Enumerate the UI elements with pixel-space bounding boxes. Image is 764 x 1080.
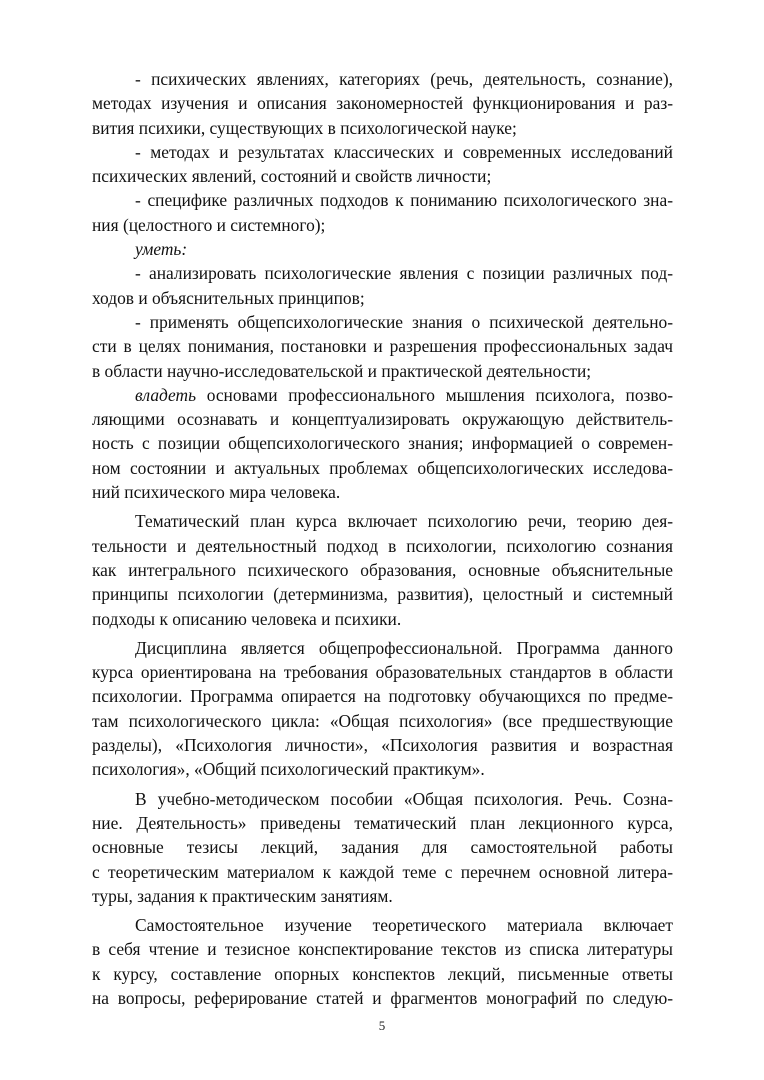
text-line: в себя чтение и тезисное конспектирование текстов из списка литературы (92, 939, 673, 960)
text-line: сти в целях понимания, постановки и разрешения профессиональных задач (92, 336, 673, 357)
text-line: ность с позиции общепсихологического знания; информацией о современ- (92, 433, 673, 454)
text-line: как интегрального психического образования, основные объяснительные (92, 559, 673, 580)
text-line: ляющими осознавать и концептуализировать окружающую действитель- (92, 409, 673, 430)
text-line: - применять общепсихологические знания о психической деятельно- (135, 311, 673, 332)
text-line: курса ориентирована на требования образовательных стандартов в области (92, 662, 673, 683)
text-line: - анализировать психологические явления с позиции различных под- (135, 263, 673, 284)
text-line: ходов и объяснительных принципов; (92, 287, 365, 308)
text-line: ние. Деятельность» приведены тематический план лекционного курса, (92, 812, 673, 833)
vladet-line (92, 383, 673, 407)
text-line: Дисциплина является общепрофессиональной. Программа данного (135, 637, 673, 658)
text-line: разделы), «Психология личности», «Психология развития и возрастная (92, 735, 673, 756)
umet-heading: уметь: (135, 239, 188, 260)
vladet-word: владеть (135, 384, 197, 405)
text-line: - психических явлениях, категориях (речь, деятельность, сознание), (135, 69, 673, 89)
text-line: психологии. Программа опирается на подготовку обучающихся по предме- (92, 686, 673, 707)
text-line: там психологического цикла: «Общая психология» (все предшествующие (92, 710, 673, 731)
text-line: с теоретическим материалом к каждой теме с перечнем основной литера- (92, 861, 673, 882)
text-line: методах изучения и описания закономерностей функционирования и раз- (92, 93, 673, 114)
text-line: Самостоятельное изучение теоретического материала включает (135, 915, 673, 936)
text-line: В учебно-методическом пособии «Общая психология. Речь. Созна- (135, 788, 673, 809)
text-line: ний психического мира человека. (92, 482, 341, 503)
text-line: на вопросы, реферирование статей и фрагментов монографий по следую- (92, 987, 673, 1008)
text-line: ния (целостного и системного); (92, 214, 326, 235)
text-line: - методах и результатах классических и современных исследований (135, 141, 673, 162)
page-body-text (92, 67, 673, 1010)
text-line: к курсу, составление опорных конспектов лекций, письменные ответы (92, 963, 673, 984)
text-line: психических явлений, состояний и свойств личности; (92, 166, 492, 187)
text-line: психология», «Общий психологический практикум». (92, 759, 485, 780)
text-line: в области научно-исследовательской и практической деятельности; (92, 360, 592, 381)
text-line: туры, задания к практическим занятиям. (92, 885, 393, 906)
text-line: Тематический план курса включает психологию речи, теорию дея- (135, 511, 673, 532)
text-line: тельности и деятельностный подход в психологии, психологию сознания (92, 535, 673, 556)
text-line: вития психики, существующих в психологической науке; (92, 117, 517, 138)
text-line: подходы к описанию человека и психики. (92, 608, 402, 629)
page-number: 5 (378, 1018, 386, 1033)
text-line: основные тезисы лекций, задания для самостоятельной работы (92, 837, 673, 858)
text-line: - специфике различных подходов к пониманию психологического зна- (135, 190, 673, 211)
text-line-rest: основами профессионального мышления психолога, позво- (206, 384, 673, 405)
text-line: принципы психологии (детерминизма, развития), целостный и системный (92, 584, 673, 605)
text-line: ном состоянии и актуальных проблемах общепсихологических исследова- (92, 457, 673, 478)
